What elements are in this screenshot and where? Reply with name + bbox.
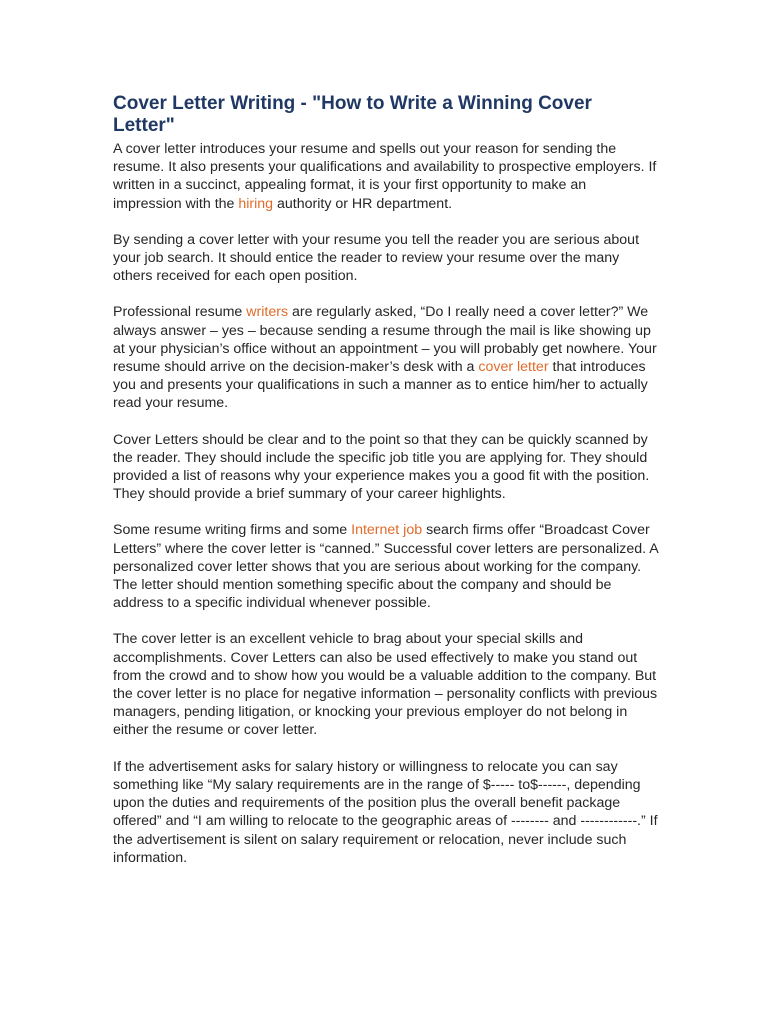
paragraph-salary: If the advertisement asks for salary history or willingness to relocate you can say something like “My salary requirements are in the range of $----- to$------, depending upon the duties and requirements of the position plus the overall benefit package offered” and “I am willing to relocate to the geographic areas of -------- and ------------.” If the advertisement is silent on salary requirement or relocation, never include such information. — [113, 758, 658, 866]
paragraph-text: Professional resume — [113, 304, 247, 321]
link-cover-letter[interactable]: cover letter — [478, 359, 549, 376]
paragraph-firms — [113, 521, 658, 612]
paragraph-professional — [113, 303, 658, 412]
paragraph-text: search firms offer “Broadcast Cover Letters” where the cover letter is “canned.” Successful cover letters are personalized. A personalized cover letter shows that you are serious about working for the company. The letter should mention something specific about the company and should be address to a specific individual whenever possible. — [113, 522, 658, 612]
paragraph-clear: Cover Letters should be clear and to the point so that they can be quickly scanned by the reader. They should include the specific job title you are applying for. They should provided a list of reasons why your experience makes you a good fit with the position. They should provide a brief summary of your career highlights. — [113, 431, 650, 503]
paragraph-brag: The cover letter is an excellent vehicle to brag about your special skills and accomplishments. Cover Letters can also be used effectively to make you stand out from the crowd and to show how you would be a valuable addition to the company. But the cover letter is no place for negative information – personality conflicts with previous managers, pending litigation, or knocking your previous employer do not belong in either the resume or cover letter. — [113, 631, 658, 739]
paragraph-text: authority or HR department. — [273, 195, 453, 212]
link-internet-job[interactable]: Internet job — [351, 522, 423, 539]
paragraph-text: are regularly asked, “Do I really need a cover letter?” We always answer – yes – because sending a resume through the mail is like showing up at your physician’s office without an appointment – you will probably get nowhere. Your resume should arrive on the decision-maker’s desk with a — [113, 304, 657, 376]
link-writers[interactable]: writers — [246, 304, 289, 321]
paragraph-serious: By sending a cover letter with your resume you tell the reader you are serious about your job search. It should entice the reader to review your resume over the many others received for each open position. — [113, 231, 640, 285]
document-title: Cover Letter Writing - "How to Write a Winning Cover Letter" — [113, 93, 592, 136]
document-page — [113, 93, 658, 885]
paragraph-text: Some resume writing firms and some — [113, 522, 352, 539]
paragraph-text: A cover letter introduces your resume and spells out your reason for sending the resume. It also presents your qualifications and availability to prospective employers. If written in a succinct, appealing format, it is your first opportunity to make an impression with the — [113, 141, 657, 212]
paragraph-text: that introduces you and presents your qualifications in such a manner as to entice him/her to actually read your resume. — [113, 359, 648, 412]
link-hiring[interactable]: hiring — [238, 195, 274, 212]
paragraph-intro — [113, 140, 658, 213]
